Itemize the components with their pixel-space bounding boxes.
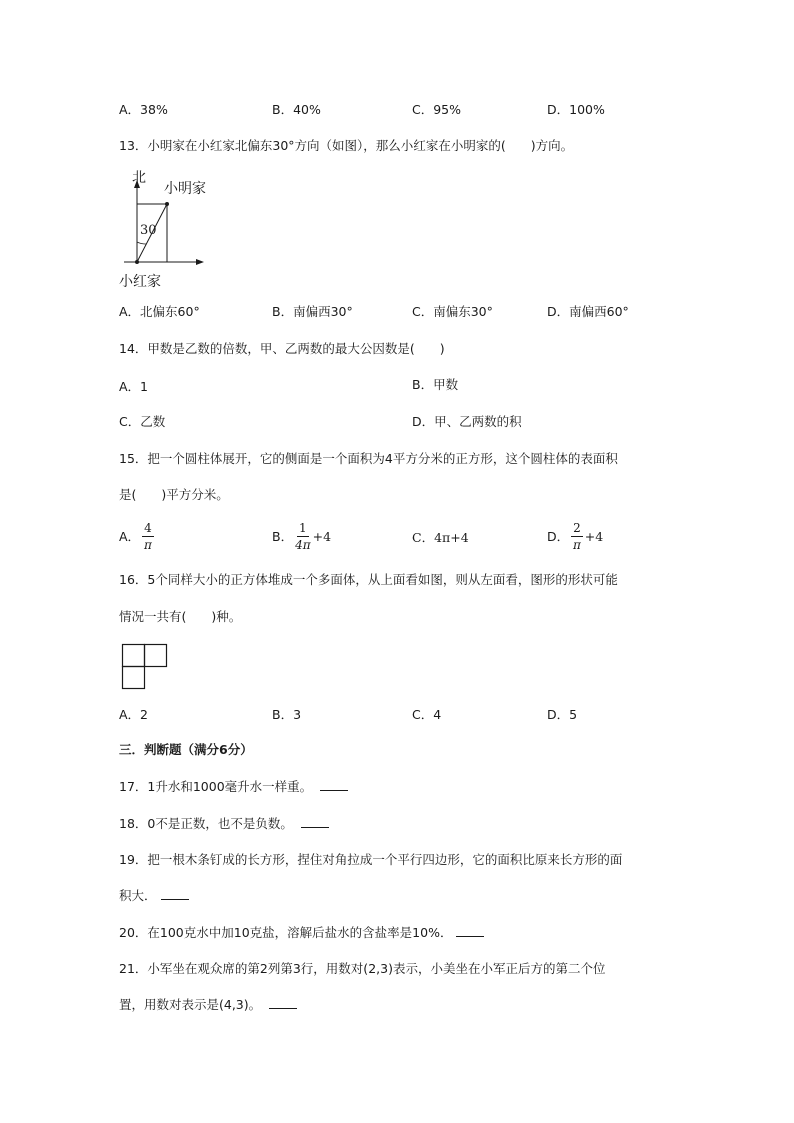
q13-question-text: 13．小明家在小红家北偏东30°方向（如图），那么小红家在小明家的( )方向。 bbox=[119, 138, 574, 153]
square-bottom-left bbox=[123, 667, 145, 689]
q13-option-a[interactable]: A．北偏东60° bbox=[119, 304, 200, 319]
east-arrow-icon bbox=[196, 259, 204, 265]
q16-question-line1: 16．5个同样大小的正方体堆成一个多面体，从上面看如图，则从左面看，图形的形状可能 bbox=[119, 572, 618, 587]
q21-answer-blank[interactable] bbox=[269, 996, 297, 1009]
q17-statement bbox=[119, 778, 348, 796]
q12-option-d[interactable]: D．100% bbox=[547, 102, 605, 117]
q12-option-c[interactable]: C．95% bbox=[412, 102, 462, 117]
q16-option-a[interactable]: A．2 bbox=[119, 707, 149, 722]
q15-option-d[interactable] bbox=[547, 521, 603, 552]
q15-option-b-fraction bbox=[295, 521, 311, 552]
square-top-left bbox=[123, 645, 145, 667]
q17-answer-blank[interactable] bbox=[320, 778, 348, 791]
xiaoming-home-label: 小明家 bbox=[164, 181, 206, 197]
square-top-right bbox=[145, 645, 167, 667]
q13-option-c[interactable]: C．南偏东30° bbox=[412, 304, 493, 319]
q15-question-line1: 15．把一个圆柱体展开，它的侧面是一个面积为4平方分米的正方形，这个圆柱体的表面积 bbox=[119, 451, 618, 466]
angle-arc bbox=[137, 242, 146, 244]
q15-option-a[interactable] bbox=[119, 521, 156, 552]
q15-option-d-tail: +4 bbox=[584, 528, 604, 544]
q19-text-line2: 积大． bbox=[119, 888, 157, 903]
q12-option-a[interactable]: A．38% bbox=[119, 102, 168, 117]
angle-label: 30 bbox=[140, 223, 157, 238]
q15-option-b-tail: +4 bbox=[312, 528, 332, 544]
q21-text-line2: 置，用数对表示是(4,3)。 bbox=[119, 997, 262, 1012]
q15-option-b-denominator: 4π bbox=[295, 538, 311, 552]
q15-option-a-fraction bbox=[142, 521, 154, 552]
q18-answer-blank[interactable] bbox=[301, 815, 329, 828]
q15-option-b-label: B． bbox=[272, 528, 294, 544]
q13-option-d[interactable]: D．南偏西60° bbox=[547, 304, 629, 319]
q14-option-a[interactable]: A．1 bbox=[119, 379, 149, 394]
q19-statement-line1: 19．把一根木条钉成的长方形，捏住对角拉成一个平行四边形，它的面积比原来长方形的面 bbox=[119, 852, 623, 867]
q20-answer-blank[interactable] bbox=[456, 924, 484, 937]
xiaohong-home-point bbox=[135, 260, 139, 264]
q20-text: 20．在100克水中加10克盐，溶解后盐水的含盐率是10%． bbox=[119, 925, 453, 940]
q15-question-line2: 是( )平方分米。 bbox=[119, 487, 229, 502]
q19-answer-blank[interactable] bbox=[161, 887, 189, 900]
q19-statement-line2 bbox=[119, 887, 189, 905]
xiaohong-home-label: 小红家 bbox=[119, 274, 161, 290]
q17-text: 17．1升水和1000毫升水一样重。 bbox=[119, 779, 313, 794]
q20-statement bbox=[119, 924, 484, 942]
north-label: 北 bbox=[132, 170, 146, 186]
section3-title: 三．判断题（满分6分） bbox=[119, 742, 253, 757]
q15-option-a-label: A． bbox=[119, 528, 141, 544]
q21-statement-line1: 21．小军坐在观众席的第2列第3行，用数对(2,3)表示，小美坐在小军正后方的第二个位 bbox=[119, 961, 606, 976]
q15-option-a-denominator: π bbox=[143, 538, 152, 552]
q16-option-c[interactable]: C．4 bbox=[412, 707, 442, 722]
q15-option-c[interactable]: C．4π+4 bbox=[412, 530, 469, 545]
q15-option-d-label: D． bbox=[547, 528, 570, 544]
q15-option-a-numerator: 4 bbox=[144, 521, 152, 535]
xiaoming-home-point bbox=[165, 202, 169, 206]
q15-option-b[interactable] bbox=[272, 521, 331, 552]
q14-question-text: 14．甲数是乙数的倍数，甲、乙两数的最大公因数是( ) bbox=[119, 341, 445, 356]
q21-statement-line2 bbox=[119, 996, 297, 1014]
q14-option-b[interactable]: B．甲数 bbox=[412, 377, 459, 392]
q18-statement bbox=[119, 815, 329, 833]
q14-option-c[interactable]: C．乙数 bbox=[119, 414, 166, 429]
q16-top-view-figure bbox=[121, 643, 171, 691]
q12-option-b[interactable]: B．40% bbox=[272, 102, 321, 117]
q15-option-b-numerator: 1 bbox=[299, 521, 307, 535]
q18-text: 18．0不是正数，也不是负数。 bbox=[119, 816, 293, 831]
q15-option-d-fraction bbox=[571, 521, 583, 552]
q16-question-line2: 情况一共有( )种。 bbox=[119, 609, 242, 624]
q13-option-b[interactable]: B．南偏西30° bbox=[272, 304, 353, 319]
q16-option-b[interactable]: B．3 bbox=[272, 707, 302, 722]
q16-option-d[interactable]: D．5 bbox=[547, 707, 578, 722]
q15-option-d-numerator: 2 bbox=[573, 521, 581, 535]
q15-option-d-denominator: π bbox=[573, 538, 581, 552]
q14-option-d[interactable]: D．甲、乙两数的积 bbox=[412, 414, 522, 429]
q13-direction-diagram bbox=[118, 166, 218, 292]
